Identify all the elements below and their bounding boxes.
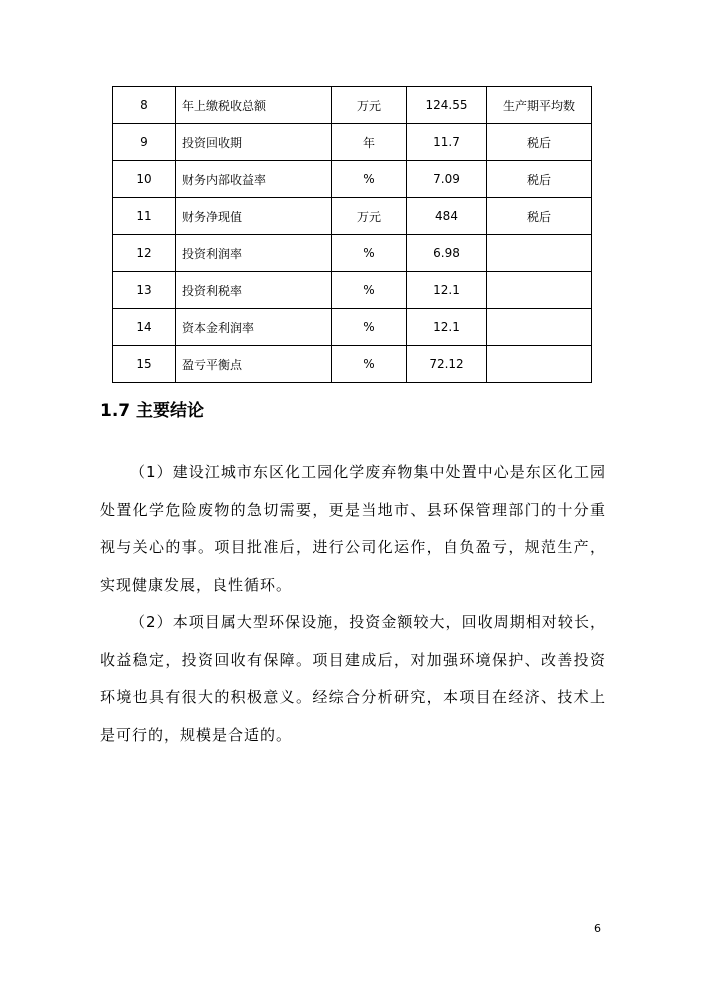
indicator-value: 12.1 (407, 309, 487, 346)
page-number: 6 (594, 922, 601, 935)
table-row (113, 272, 592, 309)
row-number: 15 (113, 346, 176, 383)
indicator-name: 年上缴税收总额 (176, 87, 332, 124)
indicator-note: 税后 (487, 198, 592, 235)
table-row (113, 87, 592, 124)
row-number: 11 (113, 198, 176, 235)
row-number: 10 (113, 161, 176, 198)
indicator-unit: % (332, 161, 407, 198)
indicator-name: 财务内部收益率 (176, 161, 332, 198)
indicator-value: 11.7 (407, 124, 487, 161)
indicator-note: 生产期平均数 (487, 87, 592, 124)
conclusion-paragraph-2: （2）本项目属大型环保设施，投资金额较大，回收周期相对较长，收益稳定，投资回收有保障。项目建成后，对加强环境保护、改善投资环境也具有很大的积极意义。经综合分析研究，本项目在经济、技术上是可行的，规模是合适的。 (100, 613, 606, 744)
indicator-value: 12.1 (407, 272, 487, 309)
indicator-unit: % (332, 235, 407, 272)
row-number: 13 (113, 272, 176, 309)
table-row (113, 124, 592, 161)
indicator-unit: % (332, 309, 407, 346)
table-row (113, 309, 592, 346)
section-heading: 1.7 主要结论 (100, 401, 205, 421)
indicator-table-body (113, 87, 592, 383)
table-row (113, 235, 592, 272)
indicator-unit: 万元 (332, 198, 407, 235)
indicator-value: 124.55 (407, 87, 487, 124)
indicator-name: 投资利税率 (176, 272, 332, 309)
indicator-name: 盈亏平衡点 (176, 346, 332, 383)
indicator-name: 财务净现值 (176, 198, 332, 235)
indicator-unit: % (332, 272, 407, 309)
row-number: 8 (113, 87, 176, 124)
indicator-name: 投资回收期 (176, 124, 332, 161)
row-number: 12 (113, 235, 176, 272)
indicator-note (487, 272, 592, 309)
table-row (113, 161, 592, 198)
indicator-note: 税后 (487, 161, 592, 198)
indicator-value: 484 (407, 198, 487, 235)
table-row (113, 346, 592, 383)
table-row (113, 198, 592, 235)
indicator-note: 税后 (487, 124, 592, 161)
conclusion-paragraph-1: （1）建设江城市东区化工园化学废弃物集中处置中心是东区化工园处置化学危险废物的急切需要，更是当地市、县环保管理部门的十分重视与关心的事。项目批准后，进行公司化运作，自负盈亏，规范生产，实现健康发展，良性循环。 (100, 463, 606, 594)
indicator-unit: 年 (332, 124, 407, 161)
indicator-unit: 万元 (332, 87, 407, 124)
row-number: 14 (113, 309, 176, 346)
indicator-value: 7.09 (407, 161, 487, 198)
indicator-note (487, 235, 592, 272)
indicator-unit: % (332, 346, 407, 383)
indicator-note (487, 309, 592, 346)
indicator-table (112, 86, 592, 383)
indicator-value: 72.12 (407, 346, 487, 383)
row-number: 9 (113, 124, 176, 161)
indicator-note (487, 346, 592, 383)
indicator-value: 6.98 (407, 235, 487, 272)
indicator-name: 投资利润率 (176, 235, 332, 272)
indicator-name: 资本金利润率 (176, 309, 332, 346)
